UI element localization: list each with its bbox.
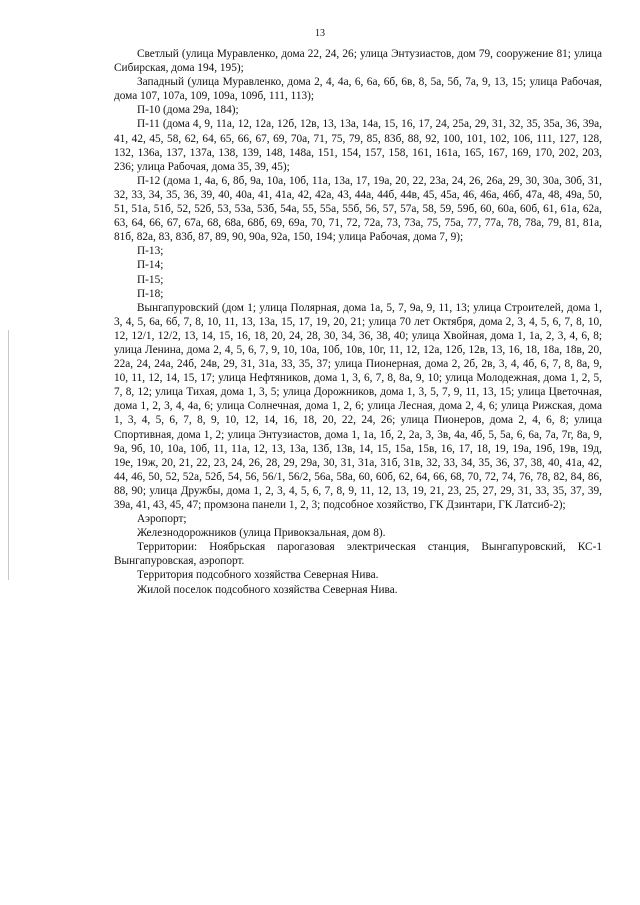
scan-edge-mark [8,330,9,580]
paragraph-zapadny: Западный (улица Муравленко, дома 2, 4, 4а, 6, 6а, 6б, 6в, 8, 5а, 5б, 7а, 9, 13, 15; улица Рабочая, дома 107, 107а, 109, 109а, 109б, 111, 113); [114,76,602,103]
paragraph-vyngapurovsky: Вынгапуровский (дом 1; улица Полярная, дома 1а, 5, 7, 9а, 9, 11, 13; улица Строителей, дома 1, 3, 4, 5, 6а, 6б, 7, 8, 10, 11, 13, 13а, 15, 17, 19, 20, 21; улица 70 лет Октября, дома 2, 3, 4, 5, 6, 7, 8, 10, 12, 12/1, 12/2, 13, 14, 15, 16, 18, 20, 24, 28, 30, 34, 36, 38, 40; улица Хвойная, дома 1, 1а, 2, 3, 4, 6, 8; улица Ленина, дома 2, 4, 5, 6, 7, 9, 10, 10а, 10б, 10в, 10г, 11, 12, 12а, 12б, 12в, 13, 16, 18, 18а, 18в, 20, 22а, 24, 24а, 24б, 24в, 29, 31, 31а, 33, 35, 37; улица Пионерная, дома 2, 2б, 2в, 3, 4, 4б, 6, 7, 8, 8а, 9, 10, 11, 12, 14, 15, 17; улица Нефтяников, дома 1, 3, 6, 7, 8, 8а, 9, 10; улица Молодежная, дома 1, 2, 5, 7, 8, 12; улица Тихая, дома 1, 3, 5; улица Дорожников, дома 1, 3, 5, 7, 9, 11, 13, 15; улица Цветочная, дома 1, 2, 3, 4, 4а, 6; улица Солнечная, дома 1, 2, 6; улица Лесная, дома 2, 4, 6; улица Рижская, дома 1, 3, 4, 5, 6, 7, 8, 9, 10, 12, 14, 16, 18, 20, 22, 24, 26; улица Пионеров, дома 2, 4, 6, 8; улица Спортивная, дома 1, 2; улица Энтузиастов, дома 1, 1а, 1б, 2, 2а, 3, 3в, 4а, 4б, 5, 5а, 6, 6а, 7а, 7г, 8а, 9, 9а, 9б, 10, 10а, 10б, 11, 11а, 12, 13, 13а, 13б, 13в, 14, 15, 15а, 15в, 16, 17, 18, 19, 19а, 19б, 19в, 19д, 19е, 19ж, 20, 21, 22, 23, 24, 26, 28, 29, 29а, 30, 31, 31а, 31б, 31в, 32, 33, 34, 35, 36, 37, 38, 40, 41а, 42, 44, 46, 50, 52, 52а, 52б, 54, 56, 56/1, 56/2, 56а, 58а, 60, 60б, 62, 64, 66, 68, 70, 72, 74, 76, 78, 82, 84, 86, 88, 90; улица Дружбы, дома 1, 2, 3, 4, 5, 6, 7, 8, 9, 11, 12, 13, 19, 21, 23, 25, 27, 29, 31, 33, 35, 37, 39, 39а, 41, 43, 45, 47; промзона панели 1, 2, 3; подсобное хозяйство, ГК Дзинтари, ГК Латсиб-2); [114,301,602,511]
paragraph-airport: Аэропорт; [137,513,187,526]
paragraph-p12: П-12 (дома 1, 4а, 6, 8б, 9а, 10а, 10б, 11а, 13а, 17, 19а, 20, 22, 23а, 24, 26, 26а, 29, 30, 30а, 30б, 31, 32, 33, 34, 35, 36, 39, 40, 40а, 41, 41а, 42, 42а, 43, 44а, 44б, 44в, 45, 45а, 46, 46а, 46б, 47а, 48, 49а, 50, 51, 51а, 51б, 52, 52б, 53, 53а, 53б, 54а, 55, 55а, 55б, 56, 57, 57а, 58, 59, 59б, 60, 60а, 60б, 61, 61а, 62а, 63, 64, 66, 67, 67а, 68, 68а, 68б, 69, 69а, 70, 71, 72, 72а, 73, 73а, 75, 75а, 77, 77а, 78, 78а, 79, 81, 81а, 81б, 82а, 83, 83б, 87, 89, 90, 90а, 92а, 150, 194; улица Рабочая, дома 7, 9); [114,174,602,244]
paragraph-severnaya-niva-territory: Территория подсобного хозяйства Северная Нива. [137,569,379,582]
paragraph-p14: П-14; [137,259,164,272]
paragraph-p11: П-11 (дома 4, 9, 11а, 12, 12а, 12б, 12в, 13, 13а, 14а, 15, 16, 17, 24, 25а, 29, 31, 32, 35, 35а, 36, 39а, 41, 42, 45, 58, 62, 64, 65, 66, 67, 69, 70а, 71, 75, 79, 85, 83б, 88, 92, 100, 101, 102, 106, 111, 127, 128, 132, 136а, 137, 137а, 138, 139, 148, 148а, 151, 154, 157, 158, 161, 161а, 165, 167, 169, 170, 202, 203, 236; улица Рабочая, дома 35, 39, 45); [114,118,602,173]
paragraph-p18: П-18; [137,287,164,300]
page-number: 13 [315,28,325,39]
paragraph-p13: П-13; [137,245,164,258]
paragraph-territories: Территории: Ноябрьская парогазовая электрическая станция, Вынгапуровский, КС-1 Вынгапуровская, аэропорт. [114,541,602,568]
paragraph-p10: П-10 (дома 29а, 184); [137,104,239,117]
document-body [114,47,602,597]
paragraph-svetly: Светлый (улица Муравленко, дома 22, 24, 26; улица Энтузиастов, дом 79, сооружение 81; улица Сибирская, дома 194, 195); [114,48,602,75]
paragraph-p15: П-15; [137,273,164,286]
paragraph-severnaya-niva-settlement: Жилой поселок подсобного хозяйства Северная Нива. [137,583,398,596]
paragraph-zheleznodorozhnikov: Железнодорожников (улица Привокзальная, дом 8). [137,527,386,540]
